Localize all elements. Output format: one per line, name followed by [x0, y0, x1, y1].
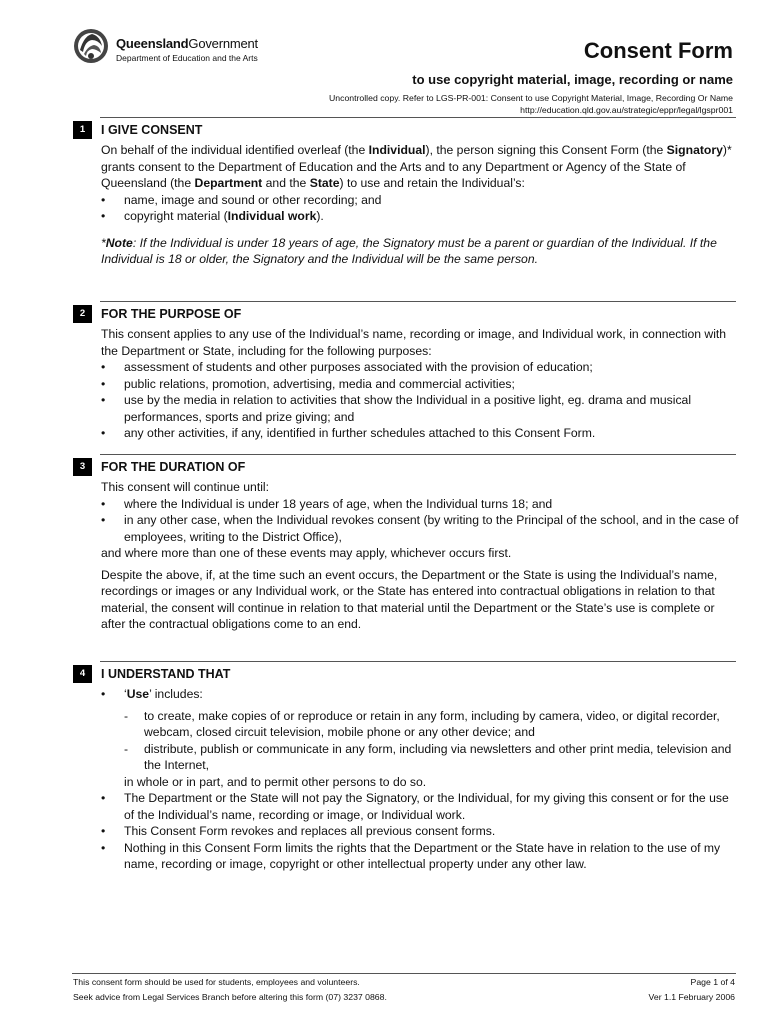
reference-url: http://education.qld.gov.au/strategic/eppr/legal/lgspr001	[520, 105, 733, 115]
version-info: Ver 1.1 February 2006	[648, 992, 735, 1002]
qld-government-logo	[72, 26, 272, 66]
section-1-body	[101, 142, 741, 268]
section-divider	[100, 117, 736, 118]
paragraph: and where more than one of these events may apply, whichever occurs first.	[101, 546, 512, 560]
sub-list-item: - to create, make copies of or reproduce or retain in any form, including by camera, video, or digital recorder, webcam, closed circuit television, mobile phone or any other device; and	[124, 708, 720, 739]
section-number-badge: 3	[73, 458, 92, 476]
paragraph: in whole or in part, and to permit other persons to do so.	[124, 774, 427, 789]
org-name: QueenslandGovernment	[116, 36, 258, 51]
section-number-badge: 2	[73, 305, 92, 323]
section-heading: I UNDERSTAND THAT	[101, 667, 231, 681]
section-number-badge: 4	[73, 665, 92, 683]
section-number-badge: 1	[73, 121, 92, 139]
section-divider	[100, 661, 736, 662]
note: *Note: If the Individual is under 18 years of age, the Signatory must be a parent or guardian of the Individual. If the Individual is 18 or older, the Signatory and the Individual will be the same person.	[101, 235, 717, 266]
paragraph: This consent applies to any use of the Individual’s name, recording or image, and Individual work, in connection with the Department or State, including for the following purposes:	[101, 327, 727, 358]
section-3-body	[101, 479, 741, 633]
list-item: • any other activities, if any, identified in further schedules attached to this Consent Form.	[101, 426, 596, 440]
section-divider	[100, 454, 736, 455]
list-item: • The Department or the State will not pay the Signatory, or the Individual, for my giving this consent or for the use of the Individual’s name, recording or image, or Individual work.	[101, 791, 729, 822]
footer-note: This consent form should be used for students, employees and volunteers.	[73, 977, 360, 987]
reference-line: Uncontrolled copy. Refer to LGS-PR-001: Consent to use Copyright Material, Image, Recording Or Name	[329, 93, 733, 103]
paragraph: This consent will continue until:	[101, 480, 270, 494]
list-item: • name, image and sound or other recording; and	[101, 192, 382, 207]
footer-note: Seek advice from Legal Services Branch before altering this form (07) 3237 0868.	[73, 992, 387, 1002]
page-subtitle: to use copyright material, image, recording or name	[412, 72, 733, 87]
section-heading: FOR THE PURPOSE OF	[101, 307, 242, 321]
crest-icon	[72, 26, 112, 66]
list-item: • copyright material (Individual work).	[101, 209, 324, 223]
reference-note	[329, 92, 733, 116]
paragraph: Despite the above, if, at the time such an event occurs, the Department or the State is using the Individual’s name, recordings or images or any Individual work, or the State has entered into contractual obligations in relation to that material, the consent will continue in relation to that material until the Department or the State’s use is complete or after the contractual obligations come to an end.	[101, 567, 718, 631]
list-item: • use by the media in relation to activities that show the Individual in a positive light, eg. drama and musical performances, sports and prize giving; and	[101, 393, 692, 424]
list-item: • in any other case, when the Individual revokes consent (by writing to the Principal of the school, and in the case of employees, writing to the District Office),	[101, 513, 739, 544]
section-heading: FOR THE DURATION OF	[101, 460, 246, 474]
section-4-body	[101, 686, 741, 873]
sub-list-item: - distribute, publish or communicate in any form, including via newsletters and other print media, television and the Internet,	[124, 741, 732, 772]
section-heading: I GIVE CONSENT	[101, 123, 203, 137]
footer-divider	[72, 973, 736, 974]
paragraph: On behalf of the individual identified overleaf (the Individual), the person signing this Consent Form (the Signatory)* grants consent to the Department of Education and the Arts and to any Department or Agency of the State of Queensland (the Department and the State) to use and retain the Individual’s:	[101, 143, 732, 190]
list-item: • public relations, promotion, advertising, media and commercial activities;	[101, 376, 515, 391]
section-2-body	[101, 326, 741, 442]
list-item: • This Consent Form revokes and replaces all previous consent forms.	[101, 824, 496, 838]
list-item: • where the Individual is under 18 years of age, when the Individual turns 18; and	[101, 496, 553, 511]
page-number: Page 1 of 4	[690, 977, 735, 987]
list-item: • Nothing in this Consent Form limits the rights that the Department or the State have in relation to the use of my name, recording or image, copyright or other intellectual property under any other law.	[101, 840, 721, 871]
section-divider	[100, 301, 736, 302]
department-name: Department of Education and the Arts	[116, 53, 258, 63]
list-item: • ‘Use’ includes:	[101, 687, 203, 701]
page-title: Consent Form	[583, 38, 733, 63]
list-item: • assessment of students and other purposes associated with the provision of education;	[101, 360, 593, 374]
